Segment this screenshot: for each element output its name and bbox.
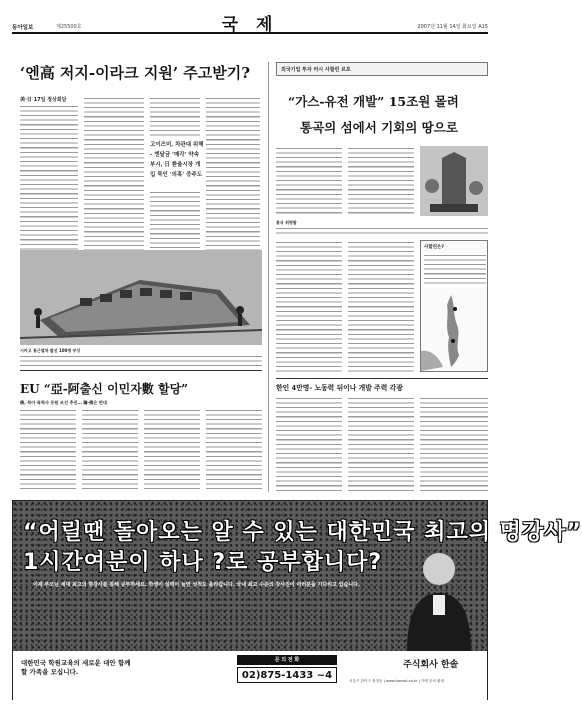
article3-column-3 xyxy=(144,408,200,492)
article4-headline: 한인 4만명- 노동력 뒤이나 개발 주력 각광 xyxy=(276,384,403,392)
ad-headline-1: “어릴땐 돌아오는 알 수 있는 대한민국 최고의 명강사” xyxy=(23,520,582,545)
article2-headline-1: “가스-유전 개발” 15조원 몰려 xyxy=(288,94,459,109)
train-illustration xyxy=(20,250,262,345)
article3-column-4 xyxy=(206,408,262,492)
issue-date: 2007년 11월 14일 화요일 A15 xyxy=(417,24,488,30)
ad-slogan: 대한민국 학원교육의 새로운 대안 함께 할 가족을 모십니다. xyxy=(21,659,131,676)
train-photo-caption: 시카고 통근열차 탈선 100명 부상 xyxy=(20,348,81,353)
article2-headline-2: 통곡의 섬에서 기회의 땅으로 xyxy=(300,120,458,135)
ad-phone-number[interactable]: 02)875-1433 ~4 xyxy=(237,667,337,683)
masthead xyxy=(12,10,488,34)
memorial-caption-text xyxy=(276,226,488,236)
article1-column-1 xyxy=(20,104,78,250)
article4-column-2 xyxy=(348,396,414,492)
ad-person-photo xyxy=(389,541,479,651)
article2-column-1 xyxy=(276,146,342,216)
article2-column-2 xyxy=(348,146,414,216)
article1-headline: ‘엔高 저지-이라크 지원’ 주고받기? xyxy=(20,64,251,82)
article1-column-5 xyxy=(150,190,200,250)
article1-byline: 美·日 17일 정상회담 xyxy=(20,97,67,103)
article2-column-3 xyxy=(276,240,342,372)
memorial-illustration xyxy=(420,146,488,216)
article3-headline: EU “亞-阿출신 이민자數 할당” xyxy=(20,382,189,396)
train-derailment-photo xyxy=(20,250,262,345)
section-title: 국 제 xyxy=(221,15,279,35)
memorial-photo xyxy=(420,146,488,216)
article2-kicker: 외국기업 투자 러시 사할린 르포 xyxy=(281,67,351,73)
sakhalin-map-box xyxy=(420,240,488,372)
column-divider xyxy=(268,62,269,492)
ad-sponsor: 주식회사 한솔 xyxy=(403,660,459,670)
article3-byline: 佛, 북아 폭력사 등원 조건 추진… 獨-佛은 반대 xyxy=(20,400,107,405)
memorial-photo-caption: 통곡 위령탑 xyxy=(276,220,297,225)
issue-number: 제25500호 xyxy=(56,24,82,30)
ad-headline-2: 1시간여분이 하나 ?로 공부합니다? xyxy=(23,550,383,575)
ad-footer xyxy=(13,651,487,701)
article1-pullquote: 고이즈미, 차관대 위해 - 엔달금 ‘매각’ 약속 부시, 日 환율시장 개입 묵인 ‘의혹’ 증주도 xyxy=(150,142,204,178)
ad-banner xyxy=(13,501,582,651)
ad-phone-label: 문 의 전 화 xyxy=(237,655,337,665)
article2-kicker-box xyxy=(276,62,488,76)
article1-column-4 xyxy=(206,96,260,250)
article1-column-2 xyxy=(84,96,144,250)
advertisement xyxy=(12,500,582,700)
ad-body-text: 이제 부모님 세대 최고의 명강사를 통해 공부하세요. 학생이 실력이 늘면 성적도 올라갑니다. 국내 최고 수준의 강사진이 여러분을 기다리고 있습니다. xyxy=(33,582,360,588)
article1-column-3 xyxy=(150,96,200,136)
map-title: 사할린은? xyxy=(424,245,444,250)
article4-column-3 xyxy=(420,396,488,492)
article3-column-2 xyxy=(82,408,138,492)
article2-column-4 xyxy=(348,240,414,372)
sakhalin-map xyxy=(421,291,489,371)
map-description xyxy=(424,253,486,287)
article3-column-1 xyxy=(20,408,76,492)
train-photo-caption-text xyxy=(20,354,262,366)
paper-name: 동아일보 xyxy=(12,25,34,31)
article4-column-1 xyxy=(276,396,342,492)
divider-right xyxy=(276,378,488,379)
divider-left xyxy=(20,370,262,371)
ad-contact: 서울시 관악구 봉천동 | www.hansol.co.kr | 가맹 문의 환영 xyxy=(349,679,445,683)
